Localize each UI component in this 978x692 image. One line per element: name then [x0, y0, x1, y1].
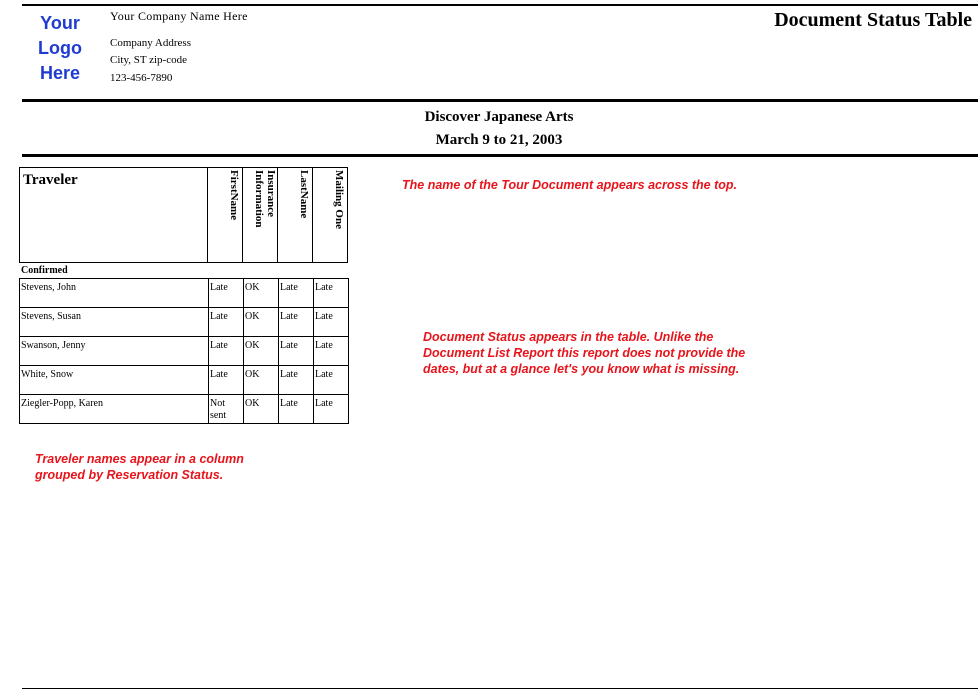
status-cell: Late: [314, 366, 349, 395]
column-header-line: Insurance: [265, 170, 277, 218]
tour-dates: March 9 to 21, 2003: [435, 132, 563, 148]
status-cell: Late: [279, 366, 314, 395]
status-cell: Late: [279, 395, 314, 424]
status-cell: Late: [209, 366, 244, 395]
status-cell: Late: [209, 337, 244, 366]
status-cell: Late: [314, 337, 349, 366]
note-line: Traveler names appear in a column: [35, 452, 244, 466]
note-line: Document List Report this report does not provide the: [423, 346, 746, 360]
company-city-state-zip: City, ST zip-code: [110, 54, 187, 66]
status-cell: OK: [244, 279, 279, 308]
status-cell: OK: [244, 308, 279, 337]
column-header-line: Information: [253, 170, 265, 228]
column-header-label: FirstName: [228, 170, 240, 221]
status-cell: Not sent: [209, 395, 244, 424]
status-cell: Late: [209, 308, 244, 337]
bottom-rule: [22, 688, 978, 689]
status-cell: Late: [279, 279, 314, 308]
note-line: Document Status appears in the table. Unlike the: [423, 330, 714, 344]
table-row: [20, 279, 349, 308]
note-line: dates, but at a glance let's you know what is missing.: [423, 362, 740, 376]
company-address: Company Address: [110, 37, 191, 49]
table-row: [20, 395, 349, 424]
status-cell: Late: [279, 337, 314, 366]
status-cell: Late: [314, 395, 349, 424]
column-header-firstname: [208, 168, 243, 263]
traveler-name: Stevens, John: [20, 279, 209, 308]
column-header-mailing-one: [313, 168, 348, 263]
note-document-status: [423, 329, 745, 377]
logo-line: Here: [39, 63, 81, 83]
note-traveler-names: [35, 451, 244, 483]
status-cell: Late: [279, 308, 314, 337]
logo-line: Your: [40, 13, 80, 33]
column-header-insurance: [243, 168, 278, 263]
document-title: Document Status Table: [774, 9, 972, 31]
status-cell: OK: [244, 366, 279, 395]
logo-line: Logo: [38, 38, 82, 58]
traveler-name: White, Snow: [20, 366, 209, 395]
top-rule: [22, 4, 978, 6]
note-line: grouped by Reservation Status.: [35, 468, 224, 482]
traveler-name: Stevens, Susan: [20, 308, 209, 337]
status-cell: Late: [209, 279, 244, 308]
status-table-body: [19, 278, 349, 424]
note-tour-name: The name of the Tour Document appears across the top.: [402, 178, 738, 192]
status-cell: Late: [314, 279, 349, 308]
reservation-group-label: Confirmed: [21, 265, 68, 276]
column-header-label: LastName: [298, 170, 310, 219]
table-row: [20, 337, 349, 366]
title-rule: [22, 154, 978, 157]
traveler-name: Swanson, Jenny: [20, 337, 209, 366]
status-cell: OK: [244, 337, 279, 366]
table-row: [20, 366, 349, 395]
header-rule: [22, 99, 978, 102]
company-phone: 123-456-7890: [110, 72, 173, 84]
traveler-name: Ziegler-Popp, Karen: [20, 395, 209, 424]
logo-placeholder: [22, 11, 98, 86]
status-table-header: [19, 167, 348, 263]
table-row: [20, 308, 349, 337]
tour-name: Discover Japanese Arts: [424, 109, 574, 125]
column-header-label: [253, 170, 277, 227]
column-header-label: Mailing One: [333, 170, 345, 229]
status-cell: OK: [244, 395, 279, 424]
column-header-lastname: [278, 168, 313, 263]
status-cell: Late: [314, 308, 349, 337]
traveler-column-header: Traveler: [20, 168, 208, 263]
company-name: Your Company Name Here: [110, 9, 248, 23]
